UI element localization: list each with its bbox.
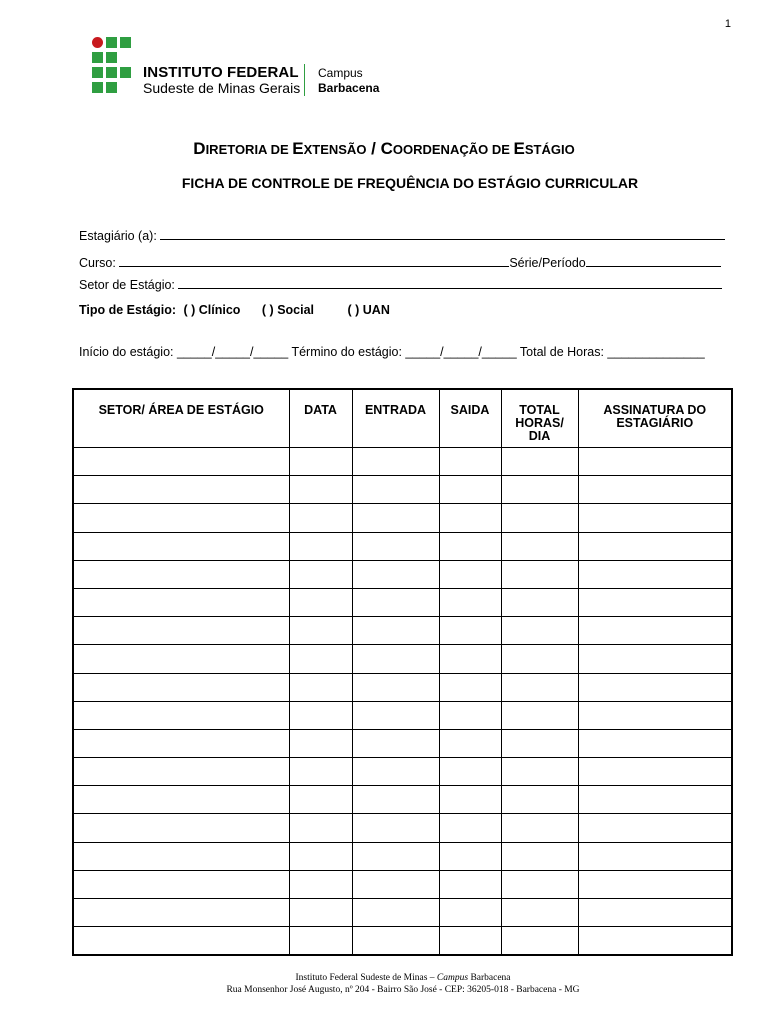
table-row xyxy=(73,617,732,645)
table-cell[interactable] xyxy=(352,645,439,673)
table-cell[interactable] xyxy=(73,786,289,814)
table-cell[interactable] xyxy=(439,588,501,616)
table-cell[interactable] xyxy=(289,927,352,955)
table-cell[interactable] xyxy=(73,532,289,560)
table-cell[interactable] xyxy=(578,504,732,532)
setor-label: Setor de Estágio: xyxy=(79,278,175,292)
table-row xyxy=(73,476,732,504)
table-cell[interactable] xyxy=(289,532,352,560)
table-cell[interactable] xyxy=(501,842,578,870)
table-cell[interactable] xyxy=(501,729,578,757)
table-cell[interactable] xyxy=(73,673,289,701)
logo-divider xyxy=(304,64,305,96)
table-cell[interactable] xyxy=(578,870,732,898)
table-row xyxy=(73,870,732,898)
table-cell[interactable] xyxy=(289,870,352,898)
table-row xyxy=(73,673,732,701)
table-cell[interactable] xyxy=(73,842,289,870)
curso-field xyxy=(79,254,721,270)
attendance-table xyxy=(72,388,733,956)
table-cell[interactable] xyxy=(352,532,439,560)
table-cell[interactable] xyxy=(439,814,501,842)
table-cell[interactable] xyxy=(289,701,352,729)
table-cell[interactable] xyxy=(352,701,439,729)
curso-line[interactable] xyxy=(119,254,509,267)
table-cell[interactable] xyxy=(439,504,501,532)
table-cell[interactable] xyxy=(439,729,501,757)
table-cell[interactable] xyxy=(73,701,289,729)
table-cell[interactable] xyxy=(352,842,439,870)
header-assinatura: ASSINATURA DO ESTAGIÁRIO xyxy=(578,389,732,448)
estagiario-field xyxy=(79,227,725,243)
table-cell[interactable] xyxy=(289,448,352,476)
table-cell[interactable] xyxy=(352,814,439,842)
inicio-estagio[interactable]: Início do estágio: _____/_____/_____ xyxy=(79,345,289,359)
table-cell[interactable] xyxy=(578,842,732,870)
footer-institution: Instituto Federal Sudeste de Minas – Campus Barbacena xyxy=(295,973,511,983)
dates-field xyxy=(79,345,705,359)
table-cell[interactable] xyxy=(578,701,732,729)
table-cell[interactable] xyxy=(73,588,289,616)
table-cell[interactable] xyxy=(73,476,289,504)
table-cell[interactable] xyxy=(578,899,732,927)
table-cell[interactable] xyxy=(439,786,501,814)
table-row xyxy=(73,588,732,616)
table-cell[interactable] xyxy=(501,532,578,560)
table-cell[interactable] xyxy=(501,927,578,955)
table-cell[interactable] xyxy=(578,645,732,673)
table-row xyxy=(73,701,732,729)
table-cell[interactable] xyxy=(73,870,289,898)
table-cell[interactable] xyxy=(439,927,501,955)
table-cell[interactable] xyxy=(289,729,352,757)
table-cell[interactable] xyxy=(439,870,501,898)
table-cell[interactable] xyxy=(289,814,352,842)
table-cell[interactable] xyxy=(578,786,732,814)
table-cell[interactable] xyxy=(439,673,501,701)
table-cell[interactable] xyxy=(352,870,439,898)
table-cell[interactable] xyxy=(439,617,501,645)
tipo-option-clinico[interactable]: ( ) Clínico xyxy=(183,303,241,317)
table-row xyxy=(73,842,732,870)
table-row xyxy=(73,504,732,532)
table-cell[interactable] xyxy=(73,814,289,842)
logo-city: Barbacena xyxy=(318,81,380,95)
logo-campus: Campus xyxy=(318,66,363,80)
logo-subtitle: Sudeste de Minas Gerais xyxy=(143,80,301,96)
institute-logo-mark xyxy=(92,37,132,95)
table-cell[interactable] xyxy=(352,786,439,814)
table-cell[interactable] xyxy=(289,588,352,616)
setor-line[interactable] xyxy=(178,276,722,289)
table-row xyxy=(73,758,732,786)
table-cell[interactable] xyxy=(352,758,439,786)
table-cell[interactable] xyxy=(352,899,439,927)
serie-label: Série/Período xyxy=(509,256,586,270)
table-cell[interactable] xyxy=(289,673,352,701)
table-cell[interactable] xyxy=(501,701,578,729)
table-cell[interactable] xyxy=(289,617,352,645)
header-saida: SAIDA xyxy=(439,389,501,448)
table-cell[interactable] xyxy=(578,729,732,757)
table-cell[interactable] xyxy=(73,729,289,757)
table-cell[interactable] xyxy=(501,617,578,645)
table-cell[interactable] xyxy=(501,870,578,898)
table-cell[interactable] xyxy=(501,814,578,842)
table-cell[interactable] xyxy=(578,588,732,616)
table-cell[interactable] xyxy=(289,645,352,673)
form-title: FICHA DE CONTROLE DE FREQUÊNCIA DO ESTÁGIO CURRICULAR xyxy=(181,175,639,191)
setor-field xyxy=(79,276,722,292)
table-row xyxy=(73,645,732,673)
table-cell[interactable] xyxy=(73,758,289,786)
table-cell[interactable] xyxy=(289,504,352,532)
table-cell[interactable] xyxy=(578,814,732,842)
table-cell[interactable] xyxy=(352,588,439,616)
table-row xyxy=(73,927,732,955)
table-cell[interactable] xyxy=(578,476,732,504)
table-cell[interactable] xyxy=(578,927,732,955)
table-cell[interactable] xyxy=(352,729,439,757)
tipo-label: Tipo de Estágio: xyxy=(79,303,176,317)
table-cell[interactable] xyxy=(578,560,732,588)
table-cell[interactable] xyxy=(439,645,501,673)
table-cell[interactable] xyxy=(439,448,501,476)
header-setor: SETOR/ ÁREA DE ESTÁGIO xyxy=(73,389,289,448)
table-cell[interactable] xyxy=(501,673,578,701)
table-cell[interactable] xyxy=(289,560,352,588)
table-cell[interactable] xyxy=(501,899,578,927)
header-entrada: ENTRADA xyxy=(352,389,439,448)
table-cell[interactable] xyxy=(439,758,501,786)
table-cell[interactable] xyxy=(73,448,289,476)
table-cell[interactable] xyxy=(501,786,578,814)
table-row xyxy=(73,814,732,842)
termino-estagio[interactable]: Término do estágio: _____/_____/_____ xyxy=(291,345,517,359)
table-cell[interactable] xyxy=(578,758,732,786)
table-cell[interactable] xyxy=(73,504,289,532)
table-cell[interactable] xyxy=(352,673,439,701)
table-row xyxy=(73,532,732,560)
table-cell[interactable] xyxy=(352,504,439,532)
table-cell[interactable] xyxy=(501,448,578,476)
table-cell[interactable] xyxy=(73,927,289,955)
table-row xyxy=(73,786,732,814)
table-cell[interactable] xyxy=(73,645,289,673)
table-cell[interactable] xyxy=(501,588,578,616)
table-row xyxy=(73,729,732,757)
table-cell[interactable] xyxy=(352,448,439,476)
total-horas[interactable]: Total de Horas: ______________ xyxy=(519,345,705,359)
estagiario-line[interactable] xyxy=(160,227,725,240)
table-cell[interactable] xyxy=(501,476,578,504)
table-cell[interactable] xyxy=(439,842,501,870)
estagiario-label: Estagiário (a): xyxy=(79,229,157,243)
tipo-option-social[interactable]: ( ) Social xyxy=(261,303,315,317)
table-cell[interactable] xyxy=(439,701,501,729)
table-cell[interactable] xyxy=(501,645,578,673)
table-cell[interactable] xyxy=(352,476,439,504)
tipo-estagio-field xyxy=(79,303,390,317)
table-cell[interactable] xyxy=(289,758,352,786)
tipo-option-uan[interactable]: ( ) UAN xyxy=(347,303,390,317)
table-row xyxy=(73,560,732,588)
header-data: DATA xyxy=(289,389,352,448)
table-cell[interactable] xyxy=(73,560,289,588)
table-cell[interactable] xyxy=(289,899,352,927)
table-cell[interactable] xyxy=(578,532,732,560)
page-number: 1 xyxy=(724,18,731,30)
table-cell[interactable] xyxy=(352,617,439,645)
table-cell[interactable] xyxy=(73,617,289,645)
table-cell[interactable] xyxy=(289,842,352,870)
table-row xyxy=(73,899,732,927)
table-cell[interactable] xyxy=(501,504,578,532)
table-cell[interactable] xyxy=(352,927,439,955)
curso-label: Curso: xyxy=(79,256,116,270)
serie-line[interactable] xyxy=(586,254,721,267)
header-total-horas: TOTAL HORAS/ DIA xyxy=(501,389,578,448)
footer-address: Rua Monsenhor José Augusto, nº 204 - Bairro São José - CEP: 36205-018 - Barbacena - MG xyxy=(226,985,580,995)
table-cell[interactable] xyxy=(439,560,501,588)
table-cell[interactable] xyxy=(578,617,732,645)
logo-title: INSTITUTO FEDERAL xyxy=(143,64,299,81)
table-cell[interactable] xyxy=(501,758,578,786)
table-cell[interactable] xyxy=(352,560,439,588)
table-cell[interactable] xyxy=(439,532,501,560)
department-heading: DIRETORIA DE EXTENSÃO / COORDENAÇÃO DE ESTÁGIO xyxy=(193,139,575,158)
table-cell[interactable] xyxy=(439,899,501,927)
table-cell[interactable] xyxy=(439,476,501,504)
table-cell[interactable] xyxy=(289,786,352,814)
table-cell[interactable] xyxy=(289,476,352,504)
table-cell[interactable] xyxy=(578,673,732,701)
table-row xyxy=(73,448,732,476)
table-cell[interactable] xyxy=(578,448,732,476)
table-cell[interactable] xyxy=(73,899,289,927)
table-cell[interactable] xyxy=(501,560,578,588)
table-header-row xyxy=(73,389,732,448)
